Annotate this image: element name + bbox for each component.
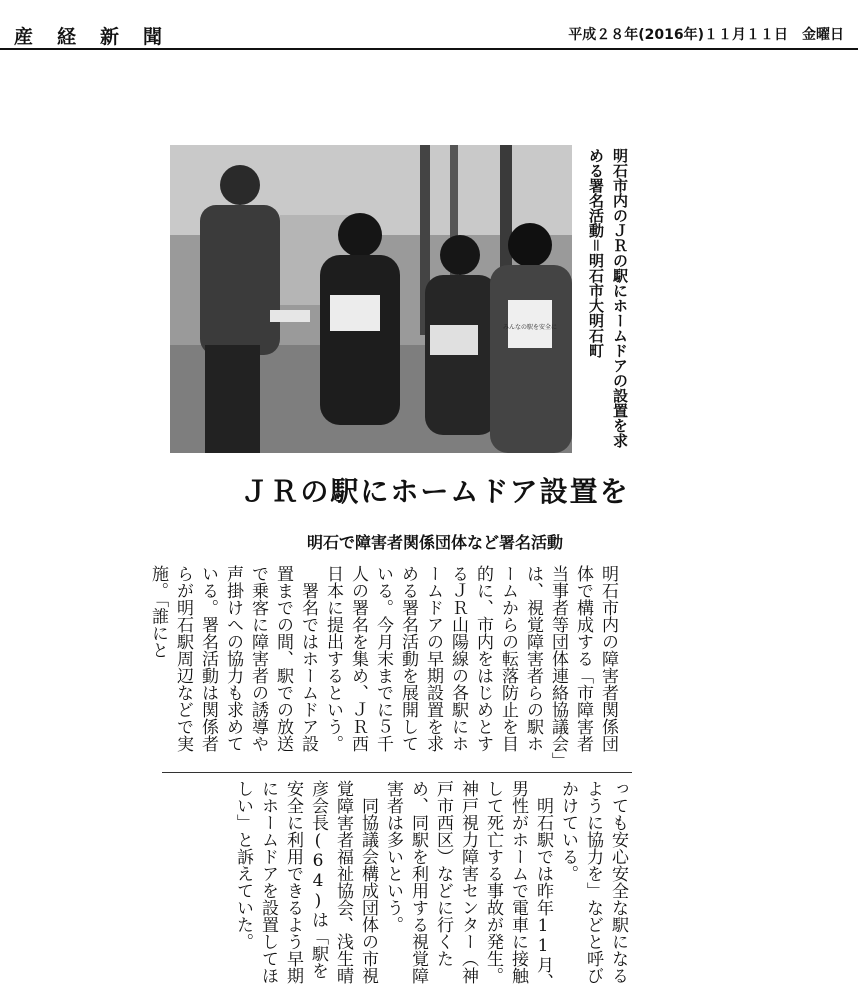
article-paragraph: 明石市内の障害者関係団体で構成する「市障害者当事者等団体連絡協議会」は、視覚障害者らの駅ホームからの転落防止を目的に、市内をはじめとするＪＲ山陽線の各駅にホームドアの早期設置を求める署名活動を展開している。今月末までに５千人の署名を集め、ＪＲ西日本に提出するという。 (323, 565, 618, 761)
article-subheadline: 明石で障害者関係団体など署名活動 (306, 533, 563, 552)
article-body-lower (210, 780, 630, 995)
photo-caption: 明石市内のＪＲの駅にホームドアの設置を求める署名活動＝明石市大明石町 (587, 148, 629, 448)
article-headline: ＪＲの駅にホームドア設置を (240, 475, 630, 508)
news-photo (170, 145, 572, 453)
header-rule (0, 48, 858, 50)
article-paragraph: 同協議会構成団体の市視覚障害者福祉協会、浅生晴彦会長(64)は「駅を安全に利用できるよう早期にホームドアを設置してほしい」と訴えていた。 (233, 780, 378, 984)
article-paragraph: っても安心安全な駅になるように協力を」などと呼びかけている。 (558, 780, 628, 984)
newspaper-masthead: 産経新聞 (14, 26, 187, 48)
article-body-upper (148, 565, 620, 765)
article-paragraph: 明石駅では昨年11月、男性がホームで電車に接触して死亡する事故が発生。神戸視力障害センター（神戸市西区）などに行くため、同駅を利用する視覚障害者は多いという。 (383, 780, 553, 990)
publication-date: 平成２８年(2016年)１１月１１日 金曜日 (568, 27, 844, 43)
photo-vest-sign: みんなの駅を安全に (502, 324, 558, 331)
column-divider (162, 772, 632, 773)
article-paragraph: 署名ではホームドア設置までの間、駅での放送で乗客に障害者の誘導や声掛けへの協力も求めている。署名活動は関係者らが明石駅周辺などで実施。「誰にと (148, 565, 318, 752)
